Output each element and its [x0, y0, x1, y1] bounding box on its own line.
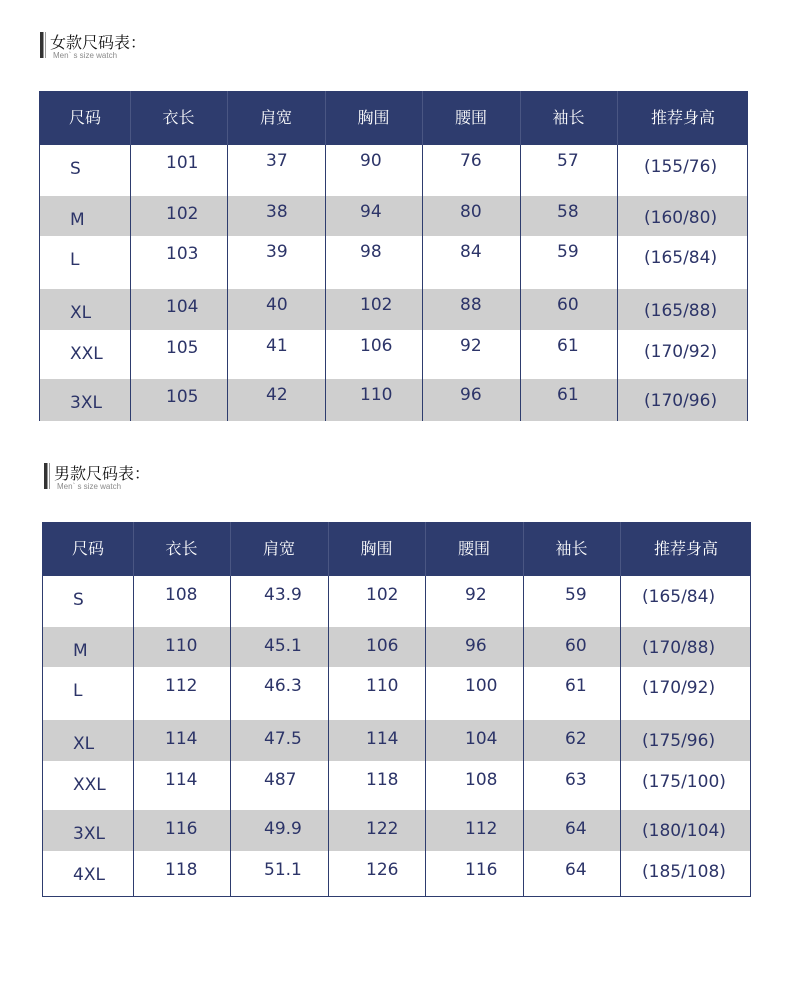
column-divider [520, 145, 521, 421]
table-cell: 51.1 [264, 860, 302, 880]
table-cell: XXL [70, 344, 103, 364]
table-cell: 84 [460, 242, 482, 262]
header-separator [130, 91, 131, 145]
table-cell: 38 [266, 202, 288, 222]
table-cell: M [73, 641, 88, 661]
table-header-row [40, 91, 747, 145]
table-row [43, 627, 750, 667]
column-divider [328, 576, 329, 897]
table-cell: 64 [565, 860, 587, 880]
table-cell: 102 [166, 204, 199, 224]
header-separator [230, 522, 231, 576]
table-cell: 118 [366, 770, 399, 790]
table-cell: 112 [465, 819, 498, 839]
column-divider [425, 576, 426, 897]
table-cell: XXL [73, 775, 106, 795]
table-cell: 61 [557, 385, 579, 405]
table-row [43, 851, 750, 897]
header-separator [523, 522, 524, 576]
table-cell: (165/84) [642, 587, 716, 607]
table-cell: 58 [557, 202, 579, 222]
table-cell: 47.5 [264, 729, 302, 749]
table-cell: 116 [165, 819, 198, 839]
men-title-subtitle: Men` s size watch [57, 482, 122, 491]
table-row [40, 379, 747, 421]
table-cell: 102 [366, 585, 399, 605]
table-cell: 61 [557, 336, 579, 356]
table-cell: (160/80) [644, 208, 718, 228]
table-cell: 101 [166, 153, 199, 173]
column-divider [523, 576, 524, 897]
table-cell: 63 [565, 770, 587, 790]
column-header: 袖长 [555, 539, 588, 558]
table-cell: 106 [366, 636, 399, 656]
column-header: 尺码 [68, 108, 101, 127]
column-header: 肩宽 [259, 108, 292, 127]
title-accent-bar [40, 32, 44, 58]
table-cell: (165/84) [644, 248, 718, 268]
table-cell: 110 [366, 676, 399, 696]
table-cell: 103 [166, 244, 199, 264]
table-cell: 43.9 [264, 585, 302, 605]
table-cell: 106 [360, 336, 393, 356]
table-cell: 98 [360, 242, 382, 262]
table-row [40, 289, 747, 330]
table-row [43, 810, 750, 851]
table-cell: 45.1 [264, 636, 302, 656]
table-cell: 112 [165, 676, 198, 696]
table-row [43, 576, 750, 627]
table-cell: 108 [465, 770, 498, 790]
table-cell: 104 [166, 297, 199, 317]
table-cell: 105 [166, 387, 199, 407]
table-cell: 76 [460, 151, 482, 171]
table-cell: 59 [557, 242, 579, 262]
table-cell: 49.9 [264, 819, 302, 839]
table-cell: (170/88) [642, 638, 716, 658]
table-cell: 60 [557, 295, 579, 315]
column-divider [620, 576, 621, 897]
table-cell: 92 [465, 585, 487, 605]
header-separator [133, 522, 134, 576]
header-separator [617, 91, 618, 145]
table-cell: 46.3 [264, 676, 302, 696]
table-cell: 126 [366, 860, 399, 880]
table-cell: 60 [565, 636, 587, 656]
table-cell: (185/108) [642, 862, 726, 882]
column-divider [133, 576, 134, 897]
header-separator [325, 91, 326, 145]
table-cell: (155/76) [644, 157, 718, 177]
column-header: 胸围 [357, 108, 390, 127]
table-cell: (175/100) [642, 772, 726, 792]
column-header: 肩宽 [262, 539, 295, 558]
table-row [40, 236, 747, 289]
table-cell: (170/92) [642, 678, 716, 698]
table-cell: 118 [165, 860, 198, 880]
table-cell: 88 [460, 295, 482, 315]
table-cell: XL [70, 303, 92, 323]
table-cell: 110 [360, 385, 393, 405]
table-cell: (165/88) [644, 301, 718, 321]
table-cell: 62 [565, 729, 587, 749]
table-cell: 3XL [73, 824, 105, 844]
table-cell: 96 [465, 636, 487, 656]
table-cell: 41 [266, 336, 288, 356]
table-cell: (180/104) [642, 821, 726, 841]
column-divider [422, 145, 423, 421]
table-cell: 110 [165, 636, 198, 656]
men-title-text: 男款尺码表： [54, 464, 151, 483]
table-cell: 40 [266, 295, 288, 315]
column-divider [130, 145, 131, 421]
column-header: 胸围 [360, 539, 393, 558]
column-header: 腰围 [457, 539, 490, 558]
table-cell: 100 [465, 676, 498, 696]
header-separator [422, 91, 423, 145]
title-accent-bar [44, 463, 48, 489]
header-separator [425, 522, 426, 576]
table-cell: 39 [266, 242, 288, 262]
table-cell: 108 [165, 585, 198, 605]
table-row [43, 761, 750, 810]
table-cell: 114 [165, 729, 198, 749]
table-cell: 114 [165, 770, 198, 790]
header-separator [620, 522, 621, 576]
table-row [43, 667, 750, 720]
header-separator [227, 91, 228, 145]
column-header: 腰围 [454, 108, 487, 127]
table-cell: 116 [465, 860, 498, 880]
table-header-row [43, 522, 750, 576]
table-cell: L [70, 250, 80, 270]
header-separator [328, 522, 329, 576]
table-cell: 64 [565, 819, 587, 839]
table-cell: 37 [266, 151, 288, 171]
table-cell: 61 [565, 676, 587, 696]
column-header: 衣长 [162, 108, 195, 127]
table-cell: (170/96) [644, 391, 718, 411]
table-cell: 122 [366, 819, 399, 839]
table-row [40, 145, 747, 196]
table-cell: 92 [460, 336, 482, 356]
table-cell: 57 [557, 151, 579, 171]
table-cell: S [70, 159, 81, 179]
table-cell: M [70, 210, 85, 230]
women-title-text: 女款尺码表： [50, 33, 147, 52]
column-divider [227, 145, 228, 421]
table-row [43, 720, 750, 761]
table-cell: 96 [460, 385, 482, 405]
women-size-table [39, 91, 748, 421]
table-cell: 102 [360, 295, 393, 315]
table-row [40, 330, 747, 379]
women-title-subtitle: Men` s size watch [53, 51, 118, 60]
table-cell: (175/96) [642, 731, 716, 751]
table-cell: 42 [266, 385, 288, 405]
column-divider [325, 145, 326, 421]
column-header: 推荐身高 [650, 108, 715, 127]
column-header: 推荐身高 [653, 539, 718, 558]
column-header: 袖长 [552, 108, 585, 127]
column-header: 尺码 [71, 539, 104, 558]
table-cell: 80 [460, 202, 482, 222]
column-header: 衣长 [165, 539, 198, 558]
table-cell: 3XL [70, 393, 102, 413]
table-cell: L [73, 681, 83, 701]
table-cell: (170/92) [644, 342, 718, 362]
table-row [40, 196, 747, 236]
table-cell: 104 [465, 729, 498, 749]
table-cell: 90 [360, 151, 382, 171]
column-divider [230, 576, 231, 897]
table-cell: 105 [166, 338, 199, 358]
men-size-table [42, 522, 751, 897]
table-cell: 59 [565, 585, 587, 605]
table-cell: 114 [366, 729, 399, 749]
table-cell: S [73, 590, 84, 610]
table-cell: 4XL [73, 865, 105, 885]
table-cell: XL [73, 734, 95, 754]
column-divider [617, 145, 618, 421]
table-cell: 487 [264, 770, 297, 790]
table-cell: 94 [360, 202, 382, 222]
header-separator [520, 91, 521, 145]
